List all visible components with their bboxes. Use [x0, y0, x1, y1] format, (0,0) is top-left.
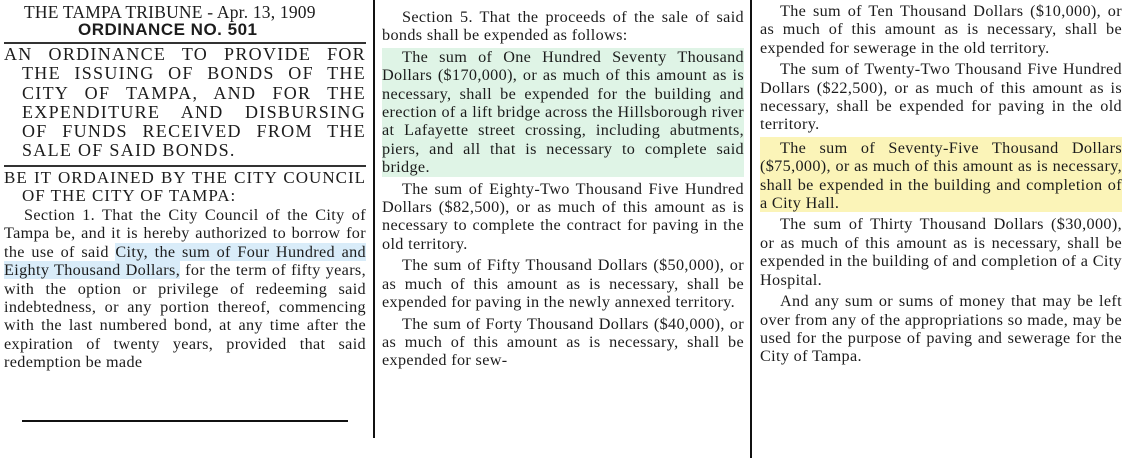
- column-divider-2: [750, 0, 752, 458]
- section-5-intro: Section 5. That the proceeds of the sale of said bonds shall be expended as follows:: [382, 8, 744, 45]
- enacting-clause: BE IT ORDAINED BY THE CITY COUNCIL OF THE CITY OF TAMPA:: [4, 165, 366, 206]
- column-3: [760, 0, 1122, 467]
- section-1-text-end: for the term of fifty years, with the option or privilege of redeeming said indebtedness, or any portion thereof, commencing with the last numbered bond, at any time after the expiration of twenty years, provided that said redemption be made: [4, 261, 366, 372]
- remainder-paragraph: And any sum or sums of money that may be left over from any of the appropriations so made, may be used for the purpose of paving and sewerage for the City of Tampa.: [760, 292, 1122, 366]
- column-divider-1: [373, 0, 375, 438]
- paving-annexed-paragraph: The sum of Fifty Thousand Dollars ($50,000), or as much of this amount as is necessary, shall be expended for paving in the newly annexed territory.: [382, 256, 744, 312]
- column-1: [4, 0, 366, 467]
- paving-old-paragraph: The sum of Twenty-Two Thousand Five Hundred Dollars ($22,500), or as much of this amount as is necessary, shall be expended for paving in the old territory.: [760, 60, 1122, 134]
- section-1-text-start: Section 1. That the City Council of the City of Tampa be, and it is hereby authorized to borrow for the use of said: [4, 205, 366, 261]
- highlight-bridge-paragraph: The sum of One Hundred Seventy Thousand Dollars ($170,000), or as much of this amount as is necessary, shall be expended for the building and erection of a lift bridge across the Hillsborough river at Lafayette street crossing, including abutments, piers, and all that is necessary to complete said bridge.: [382, 48, 744, 177]
- sewerage-old-paragraph: The sum of Ten Thousand Dollars ($10,000), or as much of this amount as is necessary, shall be expended for sewerage in the old territory.: [760, 2, 1122, 57]
- column-1-bottom-rule: [22, 420, 348, 422]
- highlight-bond-amount: City, the sum of Four Hundred and Eighty Thousand Dollars,: [4, 242, 366, 280]
- sewerage-partial-paragraph: The sum of Forty Thousand Dollars ($40,000), or as much of this amount as is necessary, shall be expended for sew-: [382, 314, 744, 370]
- section-1-paragraph: [4, 206, 366, 372]
- ordinance-number: ORDINANCE NO. 501: [78, 20, 258, 39]
- ordinance-title: AN ORDINANCE TO PROVIDE FOR THE ISSUING OF BONDS OF THE CITY OF TAMPA, AND FOR THE EXPENDITURE AND DISBURSING OF FUNDS RECEIVED FROM THE SALE OF SAID BONDS.: [4, 44, 366, 161]
- hospital-paragraph: The sum of Thirty Thousand Dollars ($30,000), or as much of this amount as is necessary, shall be expended in the building of and completion of a City Hospital.: [760, 215, 1122, 289]
- masthead: THE TAMPA TRIBUNE - Apr. 13, 1909: [24, 2, 316, 22]
- highlight-city-hall-paragraph: The sum of Seventy-Five Thousand Dollars ($75,000), or as much of this amount as is necessary, shall be expended in the building and completion of a City Hall.: [760, 137, 1122, 213]
- paving-contract-paragraph: The sum of Eighty-Two Thousand Five Hundred Dollars ($82,500), or as much of this amount as is necessary to complete the contract for paving in the old territory.: [382, 179, 744, 253]
- column-2: [382, 0, 744, 467]
